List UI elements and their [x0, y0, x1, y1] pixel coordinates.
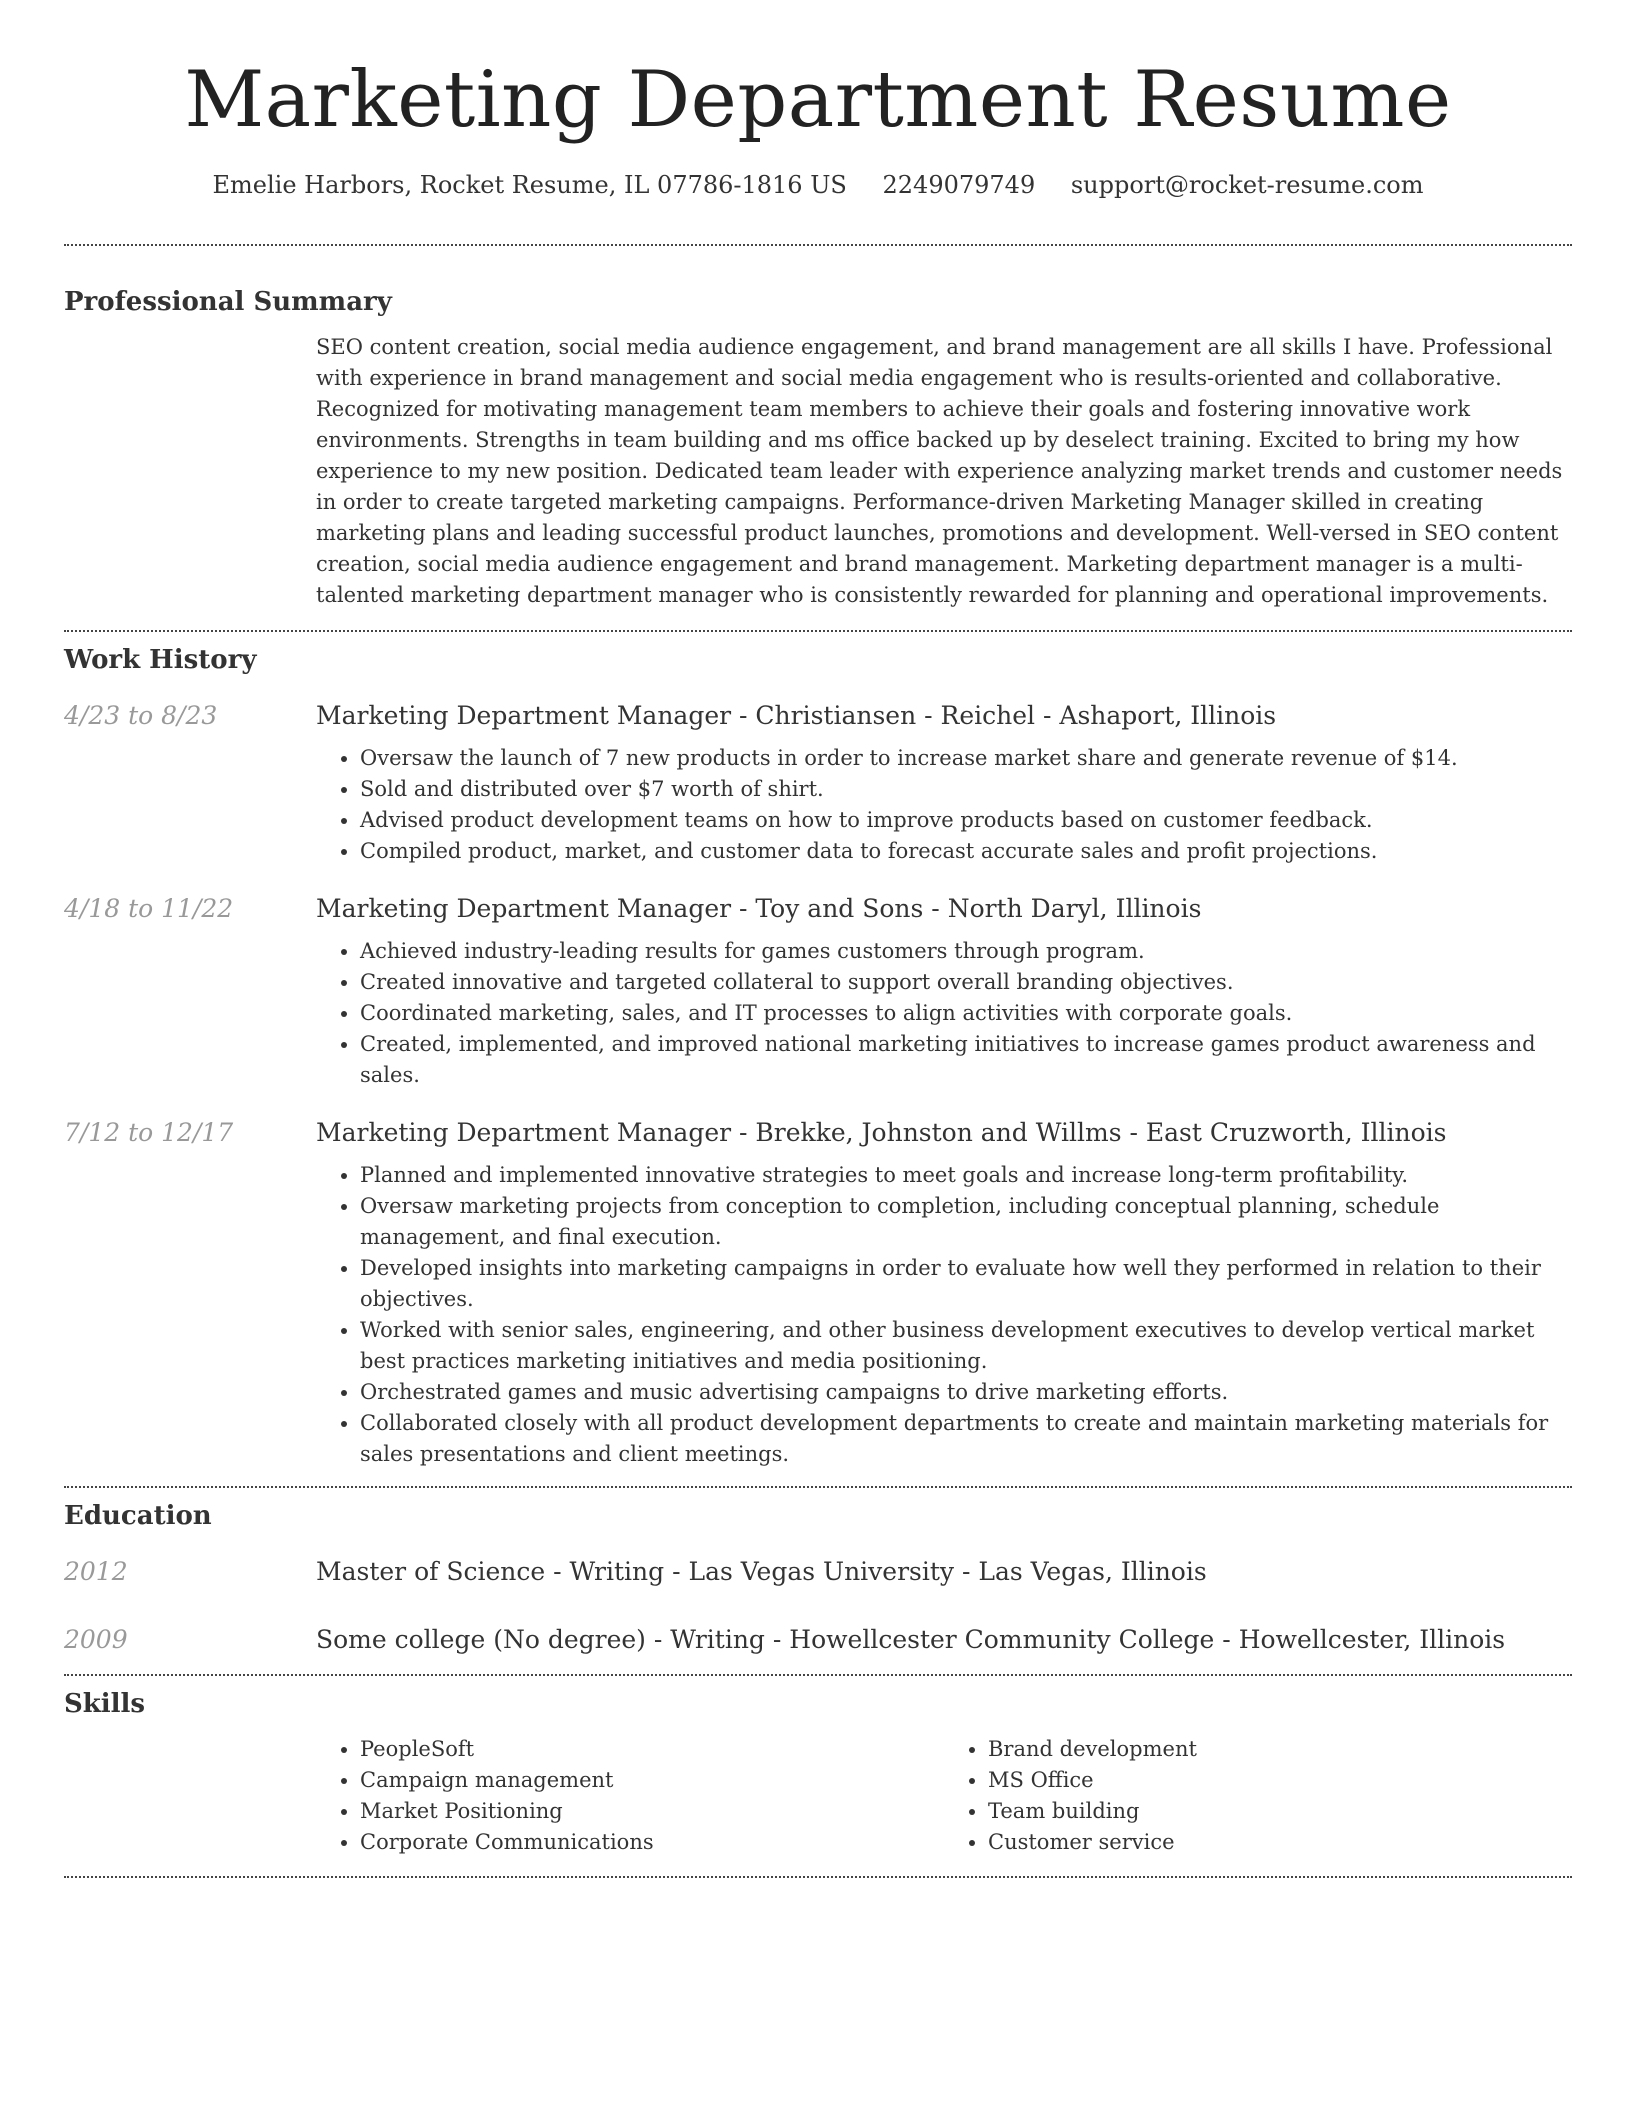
- job-dates: 7/12 to 12/17: [64, 1118, 234, 1147]
- skill-item: • PeopleSoft: [360, 1734, 944, 1765]
- education-entry: [64, 1555, 1572, 1589]
- list-item: • Oversaw marketing projects from conception to completion, including conceptual planning, schedule management, and final execution.: [360, 1191, 1572, 1253]
- job-dates: 4/23 to 8/23: [64, 701, 218, 730]
- job-bullets: [316, 743, 1572, 867]
- job-title: Marketing Department Manager - Brekke, Johnston and Willms - East Cruzworth, Illinois: [316, 1118, 1447, 1147]
- skills-list-right: [944, 1734, 1572, 1858]
- list-item: • Compiled product, market, and customer data to forecast accurate sales and profit projections.: [360, 836, 1572, 867]
- list-item: • Collaborated closely with all product development departments to create and maintain marketing materials for sales presentations and client meetings.: [360, 1408, 1572, 1470]
- job-bullets: [316, 1160, 1572, 1470]
- contact-line: [64, 168, 1572, 202]
- job-dates: 4/18 to 11/22: [64, 894, 234, 923]
- skill-item: • MS Office: [988, 1765, 1572, 1796]
- list-item: • Planned and implemented innovative strategies to meet goals and increase long-term profitability.: [360, 1160, 1572, 1191]
- contact-phone: 2249079749: [882, 171, 1036, 199]
- skills-grid: [316, 1734, 1572, 1858]
- summary-heading: Professional Summary: [64, 287, 392, 317]
- skill-item: • Market Positioning: [360, 1796, 944, 1827]
- education-degree: Master of Science - Writing - Las Vegas University - Las Vegas, Illinois: [316, 1557, 1207, 1586]
- education-year: 2012: [64, 1557, 128, 1586]
- contact-address: Emelie Harbors, Rocket Resume, IL 07786-1816 US: [212, 171, 847, 199]
- education-year: 2009: [64, 1625, 128, 1654]
- divider: [64, 1876, 1572, 1878]
- job-title: Marketing Department Manager - Toy and Sons - North Daryl, Illinois: [316, 894, 1202, 923]
- job-entry: [64, 892, 1572, 1091]
- work-history-heading: Work History: [64, 645, 257, 675]
- job-title: Marketing Department Manager - Christiansen - Reichel - Ashaport, Illinois: [316, 701, 1277, 730]
- skill-item: • Campaign management: [360, 1765, 944, 1796]
- list-item: • Created, implemented, and improved national marketing initiatives to increase games product awareness and sales.: [360, 1029, 1572, 1091]
- education-degree: Some college (No degree) - Writing - Howellcester Community College - Howellcester, Illinois: [316, 1625, 1506, 1654]
- education-section: [64, 1499, 1572, 1657]
- list-item: • Oversaw the launch of 7 new products in order to increase market share and generate revenue of $14.: [360, 743, 1572, 774]
- divider: [64, 1486, 1572, 1488]
- job-entry: [64, 699, 1572, 867]
- divider: [64, 630, 1572, 632]
- skills-section: [64, 1687, 1572, 1858]
- summary-text: SEO content creation, social media audience engagement, and brand management are all skills I have. Professional with experience in brand management and social media engagement who is results-oriented and collaborative. Recognized for motivating management team members to achieve their goals and fostering innovative work environments. Strengths in team building and ms office backed up by deselect training. Excited to bring my how experience to my new position. Dedicated team leader with experience analyzing market trends and customer needs in order to create targeted marketing campaigns. Performance-driven Marketing Manager skilled in creating marketing plans and leading successful product launches, promotions and development. Well-versed in SEO content creation, social media audience engagement and brand management. Marketing department manager is a multi-talented marketing department manager who is consistently rewarded for planning and operational improvements.: [316, 335, 1563, 607]
- education-heading: Education: [64, 1501, 212, 1531]
- resume-page: [64, 0, 1572, 1878]
- skill-item: • Brand development: [988, 1734, 1572, 1765]
- summary-body: [316, 332, 1572, 611]
- skill-item: • Team building: [988, 1796, 1572, 1827]
- skill-item: • Customer service: [988, 1827, 1572, 1858]
- skills-list-left: [316, 1734, 944, 1858]
- education-entry: [64, 1623, 1572, 1657]
- list-item: • Developed insights into marketing campaigns in order to evaluate how well they performed in relation to their objectives.: [360, 1253, 1572, 1315]
- skills-heading: Skills: [64, 1689, 146, 1719]
- summary-section: [64, 285, 1572, 611]
- divider: [64, 244, 1572, 246]
- job-entry: [64, 1116, 1572, 1470]
- work-history-section: [64, 643, 1572, 1470]
- skill-item: • Corporate Communications: [360, 1827, 944, 1858]
- contact-email: support@rocket-resume.com: [1070, 171, 1424, 199]
- list-item: • Created innovative and targeted collateral to support overall branding objectives.: [360, 967, 1572, 998]
- list-item: • Worked with senior sales, engineering, and other business development executives to develop vertical market best practices marketing initiatives and media positioning.: [360, 1315, 1572, 1377]
- list-item: • Advised product development teams on how to improve products based on customer feedback.: [360, 805, 1572, 836]
- list-item: • Coordinated marketing, sales, and IT processes to align activities with corporate goals.: [360, 998, 1572, 1029]
- list-item: • Achieved industry-leading results for games customers through program.: [360, 936, 1572, 967]
- job-bullets: [316, 936, 1572, 1091]
- resume-title: Marketing Department Resume: [184, 55, 1452, 145]
- divider: [64, 1674, 1572, 1676]
- list-item: • Orchestrated games and music advertising campaigns to drive marketing efforts.: [360, 1377, 1572, 1408]
- list-item: • Sold and distributed over $7 worth of shirt.: [360, 774, 1572, 805]
